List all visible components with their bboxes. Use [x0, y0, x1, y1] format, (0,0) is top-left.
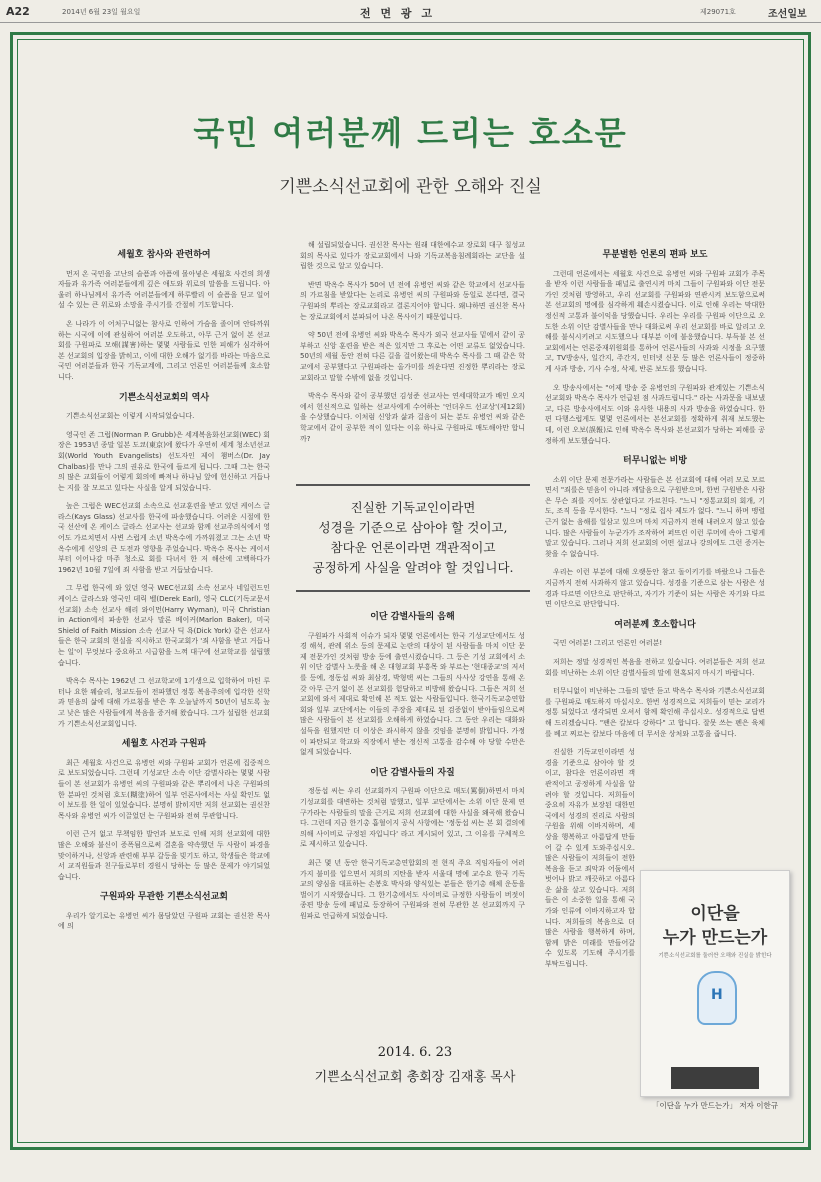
- ad-subtitle: 기쁜소식선교회에 관한 오해와 진실: [279, 177, 542, 197]
- paragraph: 반면 박옥수 목사가 50여 년 전에 유병언 씨와 같은 학교에서 선교사들의 가르침을 받았다는 논리로 유병언 씨의 구원파와 동일로 본다면, 결국 구원파의 뿌리는 장로교회라고 결론지어야 합니다. 왜냐하면 권신찬 목사는 장로교회에서 분파되어 나온 목사이기 때문입니다.: [300, 280, 525, 321]
- paragraph: 해 설립되었습니다. 권신찬 목사는 원래 대한예수교 장로회 대구 칠성교회의 목사로 있다가 장로교회에서 나와 기독교복음침례회라는 교단을 설립한 것으로 알고 있습니다.: [300, 241, 525, 271]
- section-heading: 이단 감별사들의 음해: [370, 612, 455, 623]
- paragraph: 그 무렵 한국에 와 있던 영국 WEC선교회 소속 선교사 네일런드인 케이스 글라스와 영국인 데릭 벨(Derek Earl), 영국 CLC(기독교문서선교회) 소속 선교사 해리 와이먼(Harry Wyman), 미국 Christian in Action에서 파송한 선교사 말론 베이커(Marlon Baker), 미국 Shield of Faith Mission 소속 선교사 딕 욕(Dick York) 같은 선교사들은 한국 교회의 현실을 직시하고 한국교회가 '죄 사함을 받고 거듭나는 일'이 무엇보다 중요하고 시급함을 느껴 대구에 선교학교를 설립했습니다.: [58, 584, 270, 667]
- paragraph: 그런데 언론에서는 세월호 사건으로 유병언 씨와 구원파 교회가 주목을 받자 이런 사람들을 패널로 출연시켜 마치 그들이 구원파와 이단 전문가인 것처럼 방영하고, 우리 선교회를 구원파와 연관시켜 보도함으로써 본 선교회의 명예를 심각하게 훼손시켰습니다. 이로 인해 우리는 막대한 정신적 고통과 불이익을 당했습니다. 우리는 우리를 구원파 이단으로 오도한 소위 이단 감별사들을 만나 대화로써 우리 선교회를 바로 알리고 오해를 불식시키려고 시도했으나 대부분 이에 불응했습니다. 부득불 본 선교회에서는 언론중재위원회를 통하여 언론사들의 사과와 시정을 요구했고, TV방송사, 일간지, 주간지, 인터넷 신문 등 많은 언론사들이 정중하게 사과 방송, 기사 수정, 삭제, 반론 보도를 했습니다.: [545, 269, 765, 373]
- paragraph: 최근 세월호 사건으로 유병언 씨와 구원파 교회가 언론에 집중적으로 보도되었습니다. 그런데 기성교단 소속 이단 감별사라는 몇몇 사람들이 본 선교회가 유병언 씨의 구원파와 같은 뿌리에서 나온 구원파의 한 분파인 것처럼 호도(糊塗)하여 일부 언론사에서는 사실 확인도 없이 보도를 한 일이 있었습니다. 분명히 밝히지만 저희 선교회는 권신찬 목사와 유병언 씨가 이끌었던 는 구원파와 전혀 무관합니다.: [58, 758, 270, 820]
- paragraph: 진실한 기독교인이라면 성경을 기준으로 삼아야 할 것이고, 참다운 언론이라면 객관적이고 공정하게 사실을 알려야 할 것입니다. 저희들이 중요히 자유가 보장된 대한민국에서 성경의 진리로 사람의 구원을 위해 이바지하며, 세상을 행복하고 아름답게 만들어 갈 수 있게 도와주십시오. 많은 사람들이 저희들이 전한 복음을 듣고 죄악과 어둠에서 벗어나 밝고 깨끗하고 아름다운 삶을 살고 있습니다. 저희들은 이 소중한 일을 통해 국가와 인류에 이바지하고자 합니다. 저희들의 복음으로 더 많은 사람을 행복하게 하며, 함께 밝은 미래를 만들어갈 수 있도록 기도해 주시기를 부탁드립니다.: [545, 748, 635, 969]
- pull-quote: [296, 484, 530, 592]
- ad-title: 국민 여러분께 드리는 호소문: [193, 114, 628, 152]
- paragraph: 영국인 존 그럽(Norman P. Grubb)은 세계복음화선교회(WEC) 회장은 1953년 종말 일본 도쿄(東京)에 왔다가 우연히 세계 청소년선교회(World Youth Evangelists) 선도자인 제이 챔버스(Dr. Jay Chalbas)를 만나 그의 권유로 한국에 들르게 됩니다. 그때 그는 한국의 많은 교회들이 어렇게 회의에 빠져나 하나님 앞에 헌신하고 거듭나는 지를 잘 모르고 있다는 사실을 알게 되었습니다.: [58, 430, 270, 492]
- closing-signature: 기쁜소식선교회 총회장 김재홍 목사: [314, 1070, 516, 1085]
- paragraph: 오 방송사에서는 "어제 방송 중 유병언의 구원파와 관계있는 기쁜소식선교회와 박옥수 목사가 언급된 점 사과드립니다." 라는 사과문을 내보냈고, 다른 방송사에서도 이와 유사한 내용의 사과 방송을 하였습니다. 한편 다행스럽게도 몇몇 언론에서는 본선교회를 정확하게 취재 보도했는데, 이런 오보(誤報)로 인해 박옥수 목사와 본선교회가 당하는 피해를 공정하게 보도했습니다.: [545, 383, 765, 445]
- paragraph: 소위 이단 문제 전문가라는 사람들은 본 선교회에 대해 여러 모로 모르면서 "죄를은 믿음이 아니라 깨달음으로 구원받으며, 한번 구원받은 사람은 무슨 죄를 지어도 상관없다고 가르친다. "느니 "정통교회의 회개, 기도, 조직 등을 무시한다. "느니 "정로 집사 제도가 없다. "느니 하며 맹렬 근거 없는 음해를 일삼고 있으며 마치 지금까지 전해 내려오지 않고 있습니다. 많은 사람들이 누군가가 조작하여 퍼뜨린 이런 루머에 속아 그렇게 말고 있습니다. 그러나 저희 선교회의 어떤 설교나 강의에도 그런 증거는 찾을 수 없습니다.: [545, 475, 765, 558]
- section-heading: 여러분께 호소합니다: [614, 619, 696, 630]
- quote-line: 진실한 기독교인이라면: [350, 500, 476, 515]
- book-band: [671, 1067, 759, 1089]
- quote-line: 공정하게 사실을 알려야 할 것입니다.: [312, 560, 514, 575]
- book-caption: 「이단을 누가 만드는가」 저자 이한규: [652, 1101, 778, 1110]
- issue-number: 제29071호: [700, 8, 736, 16]
- section-heading: 구원파와 무관한 기쁜소식선교회: [100, 892, 228, 903]
- quote-line: 참다운 언론이라면 객관적이고: [330, 540, 496, 555]
- paragraph: 정동섭 씨는 우리 선교회까지 구원파 이단으로 매도(罵倒)하면서 마치 기성교회를 대변하는 것처럼 말했고, 일부 교단에서는 소위 이단 문제 연구가라는 사람들의 말을 근거로 저희 선교회에 대한 사실을 왜곡해 왔습니다. 그런데 지금 한기총 흡혈이지 공식 사항에는 '정동섭 씨는 본 회 결의에 의해 사이비로 규정된 자입니다' 라고 게시되어 있고, 그 이유를 구체적으로 제시하고 있습니다.: [300, 787, 525, 849]
- book-subtitle: 기쁜소식선교회를 둘러싼 오해와 진실을 밝힌다: [658, 953, 772, 959]
- paragraph: 최근 몇 년 동안 한국기독교총연합회의 전 현직 주요 직임자들이 여러 가지 불미를 입으면서 저희의 지탄을 받자 서울대 명예 교수요 한국 기독교의 양심을 대표하는 손봉호 박사와 양식있는 분들은 한기총 해체 운동을 벌이기 시작했습니다. 그 한기총에서도 사이비로 규정한 사람들이 버젓이 종편 방송 등에 패널로 등장하여 구원파와 전혀 무관한 본 선교회까지 구원파로 언급하게 되었습니다.: [300, 858, 525, 920]
- section-heading: 세월호 사건과 구원파: [121, 739, 207, 750]
- paragraph: 기쁜소식선교회는 이렇게 시작되었습니다.: [66, 412, 195, 421]
- paragraph: 우리는 이런 부분에 대해 오랫동안 참고 돌이키기를 바랐으나 그들은 지금까지 전혀 사과하지 않고 있습니다. 성경을 기준으로 삼는 사람은 성경과 다르면 이단으로 판단하고, 자기가 기준이 되는 사람은 자기와 다르면 이단으로 판단합니다.: [545, 568, 765, 609]
- newspaper-masthead: [0, 0, 821, 23]
- paragraph: 구원파가 사회적 이슈가 되자 몇몇 언론에서는 한국 기성교단에서도 성경 해석, 관례 위소 등의 문제로 논란의 대상이 된 사람들을 마치 이단 문제 전문가인 것처럼 방송 등에 출연시켰습니다. 그 등은 기성 교회에서 소위 이단 감별사 노릇을 해 온 대형교회 부흥목 와 부르는 '현대종교'의 저서를 등에, 정동섭 씨와 최삼경, 박형택 씨는 그들의 사사상 강연을 통해 온갖 아무 근거 없이 본 선교회를 험담하고 비방해 왔습니다. 그들은 저희 선교회에 와서 제대로 확인해 본 적도 없는 사람들입니다. 한국기독교총연합회와 일부 교단에서는 이들의 주장을 제대로 된 검증없이 받아들임으로써 많은 사람들이 본 선교회를 오해하게 하였습니다. 그 동안 우리는 대화와 설득을 원했지만 더 이상은 좌시하지 않을 것임을 분명히 밝힙니다. 가정이 파탄되고 학교와 직장에서 받는 정신적 고통을 감수해 야 당할 수만은 없게 되었습니다.: [300, 631, 525, 757]
- paragraph: 온 나라가 이 어처구니없는 참사로 인하여 가슴을 졸이며 안타까워하는 시국에 이에 관심하여 여러분 오도하고, 아무 근거 없이 본 선교회를 구원파로 모해(謀害)하는 몇몇 사람들로 인한 피해가 심각하여 본 선교회의 입장을 밝히고, 이에 대한 오해가 없기를 바라는 마음으로 국민 여러분들과 한국 기독교계에, 그리고 언론인 여러분들께 호소합니다.: [58, 319, 270, 381]
- section-heading: 이단 감별사들의 자질: [370, 767, 455, 778]
- paragraph: 박옥수 목사와 같이 공부했던 김성준 선교사는 연세대학교가 배인 오지에서 헌신적으로 일하는 선교사에게 수여하는 '언더우드 선교상'(제12회)을 수상했습니다. 이처럼 신앙과 삶과 걸음이 되는 분도 유병언 씨와 같은 학교에서 같이 공부한 적이 있다는 이유 하나로 구원파로 매도해야만 합니까?: [300, 392, 525, 443]
- book-title-line2: 누가 만드는가: [662, 928, 768, 948]
- section-heading: 세월호 참사와 관련하여: [117, 250, 211, 260]
- quote-line: 성경을 기준으로 삼아야 할 것이고,: [318, 520, 508, 535]
- paragraph: 이런 근거 없고 무책임한 발언과 보도로 인해 저희 선교회에 대한 많은 오해와 불신이 증폭됨으로써 결혼을 약속했던 두 사람이 파경을 맞이하거나, 신앙과 관련해 부부 갈등을 빚기도 하고, 학생들은 학교에서 교직원들과 친구들로부터 경원시 당하는 등 많은 문제가 야기되었습니다.: [58, 830, 270, 881]
- page-number: A22: [6, 5, 30, 18]
- paragraph: 약 50년 전에 유병언 씨와 박옥수 목사가 외국 선교사들 밑에서 같이 공부하고 신앙 훈련을 받은 적은 있지만 그 후로는 어떤 교류도 없었습니다. 50년의 세월 동안 전혀 다른 길을 걸어왔는데 박옥수 목사를 그 때 같은 학교에서 공부했다고 구원파라는 올가미를 씌운다면 진정한 뿌리라는 장로교회라고 말할 수밖에 없을 것입니다.: [300, 331, 525, 382]
- paragraph: 저희는 정말 성경적인 복음을 전하고 있습니다. 여러분들은 저희 선교회를 비난하는 소위 이단 감별사들의 말에 현혹되지 마시기 바랍니다.: [545, 658, 765, 677]
- book-emblem-icon: H: [697, 971, 737, 1025]
- column-right: [545, 240, 765, 978]
- section-heading: 무분별한 언론의 편파 보도: [602, 250, 708, 260]
- paragraph: 높은 그럽은 WEC선교회 소속으로 선교훈련을 받고 있던 케이스 글라스(Kays Glass) 선교사를 한국에 파송했습니다. 어려운 시절에 한국 선산에 온 케이스 글라스 선교사는 선교와 함께 선교주의식에서 영어도 가르치면서 사변 스럽게 소년 박옥수에 가까워졌고 그는 소년 박옥수에게 신앙의 큰 도전과 영향을 주었습니다. 박옥수 목사는 케이서부터 이어나감 마주 청소로 회를 다녀서 한 저 해산에 고백하다가 1962년 10월 7일에 죄 사함을 받고 거듭났습니다.: [58, 502, 270, 574]
- paragraph: 먼저 온 국민을 고난의 슬픔과 아픔에 몰아넣은 세월호 사건의 희생자들과 유가족 여러분들에게 깊은 애도와 위로의 말씀을 드립니다. 아울러 하나님께서 유가족 여러분들에게 하루빨리 이 슬픔을 딛고 일어설 수 있는 큰 위로와 소망을 주시기를 간절히 기도합니다.: [58, 269, 270, 310]
- paragraph: 우리가 알기로는 유병언 씨가 몸담았던 구원파 교회는 권신찬 목사에 의: [58, 911, 270, 931]
- section-heading: 기쁜소식선교회의 역사: [118, 392, 210, 403]
- newspaper-name: 조선일보: [768, 9, 807, 20]
- closing-signature-block: [270, 1045, 560, 1085]
- paragraph: 박옥수 목사는 1962년 그 선교학교에 1기생으로 입학하여 마틴 루터나 요한 웨슬리, 청교도들이 전파했던 정통 복음주의에 입각한 신학과 믿음의 삶에 대해 가르침을 받은 후 오늘날까지 50년이 넘도록 높고 낮은 많은 사람들에게 복음을 증거해 왔습니다. 그가 설립한 선교회가 기쁜소식선교회입니다.: [58, 677, 270, 728]
- book-image: [640, 870, 790, 1120]
- book-title-line1: 이단을: [690, 904, 740, 924]
- issue-date: 2014년 6월 23일 월요일: [62, 8, 141, 16]
- book-cover: [640, 870, 790, 1097]
- paragraph: 터무니없이 비난하는 그들의 말만 듣고 박옥수 목사와 기쁜소식선교회를 구원파로 매도하지 마십시오. 한번 성경적으로 저희들이 믿는 교리가 정통 되었다고 생각되면 오셔서 함께 확인해 주십시오. 성경적으로 답변해 드리겠습니다. "팬은 칼보다 강하다" 고 합니다. 잘못 쓰는 펜은 육체를 베고 찌르는 칼보다 마음에 더 무서운 상처와 고통을 줍니다.: [545, 687, 765, 738]
- section-heading: 터무니없는 비방: [623, 456, 687, 467]
- closing-date: 2014. 6. 23: [377, 1045, 453, 1060]
- section-label: 전 면 광 고: [360, 7, 435, 20]
- column-left: [58, 240, 270, 940]
- paragraph: 국민 여러분! 그리고 언론인 여러분!: [553, 639, 663, 648]
